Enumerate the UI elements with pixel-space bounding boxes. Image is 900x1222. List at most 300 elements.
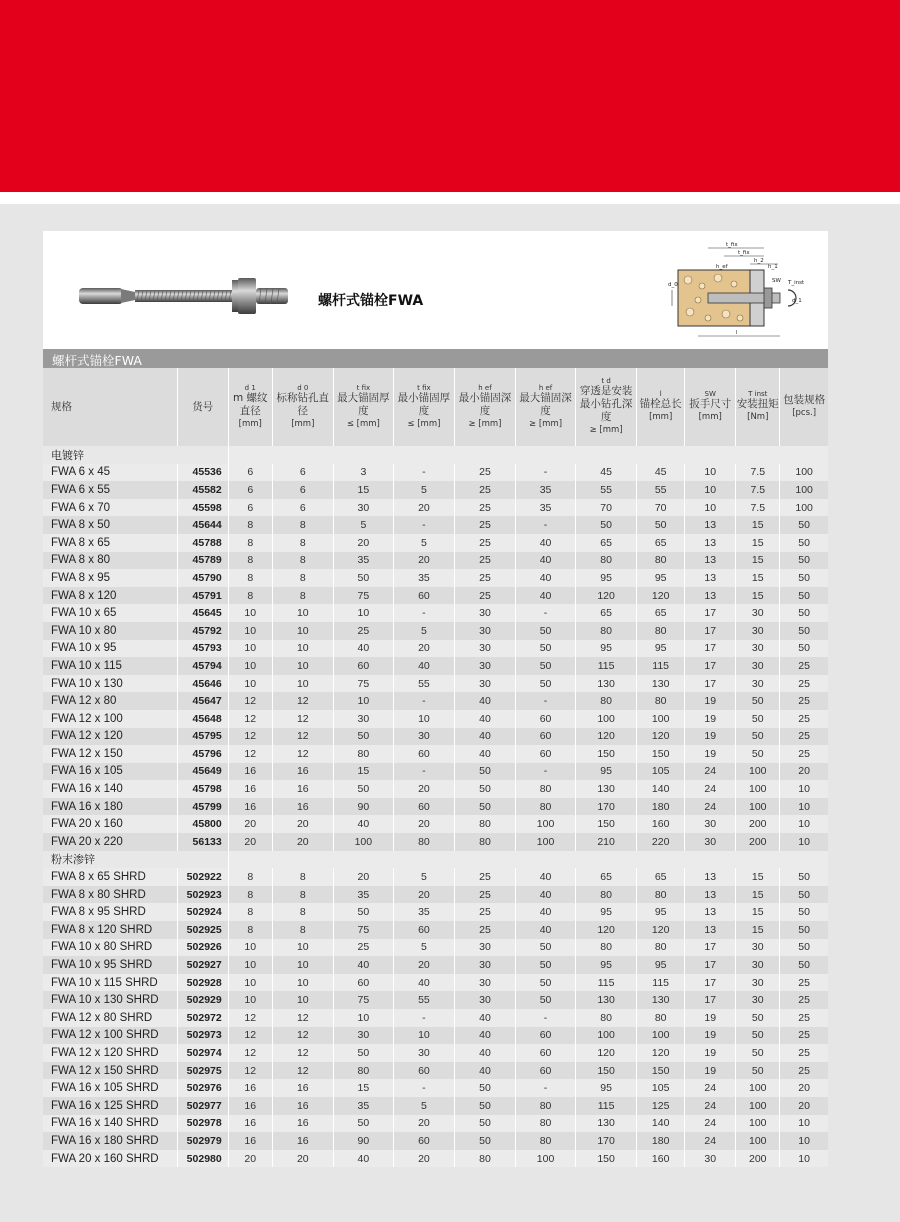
value-cell: 16 [272, 780, 333, 798]
value-cell: 19 [685, 1044, 736, 1062]
value-cell: 100 [780, 481, 828, 499]
value-cell: 20 [393, 499, 454, 517]
table-row [43, 604, 828, 622]
value-cell: 115 [637, 974, 685, 992]
value-cell: 40 [516, 868, 576, 886]
value-cell: 20 [272, 815, 333, 833]
value-cell: 25 [454, 516, 515, 534]
value-cell: 20 [780, 1097, 828, 1115]
value-cell: 40 [333, 1150, 393, 1168]
product-spec-cell: FWA 16 x 180 SHRD [43, 1132, 177, 1150]
value-cell: 105 [637, 1079, 685, 1097]
value-cell: 80 [516, 1132, 576, 1150]
value-cell: 5 [393, 868, 454, 886]
table-row [43, 763, 828, 781]
value-cell: 30 [454, 939, 515, 957]
product-spec-cell: FWA 20 x 160 [43, 815, 177, 833]
value-cell: 160 [637, 1150, 685, 1168]
value-cell: 60 [516, 710, 576, 728]
value-cell: 35 [333, 552, 393, 570]
table-row [43, 1150, 828, 1168]
value-cell: 80 [576, 552, 637, 570]
value-cell: 30 [454, 675, 515, 693]
header-divider [0, 192, 900, 204]
column-label: 最小锚固深度 [458, 391, 512, 417]
value-cell: - [393, 1009, 454, 1027]
value-cell: 20 [393, 956, 454, 974]
value-cell: 25 [333, 939, 393, 957]
value-cell: 50 [516, 939, 576, 957]
value-cell: 35 [516, 499, 576, 517]
table-row [43, 710, 828, 728]
article-number-cell: 45788 [177, 534, 228, 552]
article-number-cell: 502929 [177, 991, 228, 1009]
diagram-label-hef: h_ef [716, 264, 728, 270]
value-cell: 100 [736, 1079, 780, 1097]
product-spec-cell: FWA 8 x 95 SHRD [43, 903, 177, 921]
value-cell: 10 [272, 622, 333, 640]
value-cell: 30 [454, 956, 515, 974]
product-spec-cell: FWA 6 x 45 [43, 464, 177, 482]
column-symbol: SW [704, 390, 716, 398]
value-cell: 15 [333, 763, 393, 781]
value-cell: 24 [685, 1097, 736, 1115]
value-cell: 60 [516, 745, 576, 763]
value-cell: 100 [736, 780, 780, 798]
value-cell: 17 [685, 657, 736, 675]
value-cell: 25 [454, 481, 515, 499]
value-cell: - [393, 464, 454, 482]
article-number-cell: 502973 [177, 1027, 228, 1045]
value-cell: 150 [576, 745, 637, 763]
value-cell: 8 [228, 534, 272, 552]
value-cell: 25 [780, 675, 828, 693]
value-cell: 35 [516, 481, 576, 499]
value-cell: 10 [780, 815, 828, 833]
value-cell: 25 [454, 868, 515, 886]
value-cell: 60 [333, 657, 393, 675]
column-label: m 螺纹直径 [232, 391, 268, 417]
value-cell: 12 [228, 1009, 272, 1027]
value-cell: 8 [228, 868, 272, 886]
column-symbol: h ef [478, 383, 492, 392]
diagram-label-sw: SW [772, 278, 781, 284]
value-cell: 8 [228, 886, 272, 904]
product-spec-cell: FWA 12 x 80 SHRD [43, 1009, 177, 1027]
value-cell: 25 [454, 499, 515, 517]
value-cell: 140 [637, 780, 685, 798]
value-cell: 25 [454, 552, 515, 570]
value-cell: 80 [576, 1009, 637, 1027]
article-number-cell: 502979 [177, 1132, 228, 1150]
table-row [43, 1044, 828, 1062]
value-cell: 8 [228, 587, 272, 605]
product-spec-cell: FWA 16 x 140 [43, 780, 177, 798]
column-label: 最小锚固厚度 [397, 391, 451, 417]
value-cell: 130 [637, 675, 685, 693]
value-cell: 25 [780, 657, 828, 675]
value-cell: 150 [576, 815, 637, 833]
article-number-cell: 45792 [177, 622, 228, 640]
column-symbol: t d [601, 377, 611, 385]
value-cell: 12 [272, 1009, 333, 1027]
value-cell: 7.5 [736, 499, 780, 517]
value-cell: 180 [637, 1132, 685, 1150]
article-number-cell: 45791 [177, 587, 228, 605]
value-cell: 10 [272, 974, 333, 992]
value-cell: 60 [393, 587, 454, 605]
value-cell: 40 [454, 1009, 515, 1027]
value-cell: 30 [685, 815, 736, 833]
installation-diagram [668, 238, 808, 342]
value-cell: 35 [333, 886, 393, 904]
column-unit: ≥ [mm] [529, 418, 563, 429]
value-cell: 10 [272, 640, 333, 658]
value-cell: 30 [736, 991, 780, 1009]
value-cell: 40 [333, 640, 393, 658]
value-cell: 30 [454, 991, 515, 1009]
value-cell: 19 [685, 692, 736, 710]
value-cell: 10 [272, 939, 333, 957]
value-cell: 16 [272, 1132, 333, 1150]
value-cell: 15 [736, 921, 780, 939]
value-cell: 60 [393, 798, 454, 816]
value-cell: 100 [736, 1097, 780, 1115]
value-cell: 30 [736, 939, 780, 957]
value-cell: 24 [685, 1115, 736, 1133]
value-cell: 13 [685, 903, 736, 921]
product-spec-cell: FWA 16 x 125 SHRD [43, 1097, 177, 1115]
value-cell: 60 [393, 1132, 454, 1150]
value-cell: 50 [780, 569, 828, 587]
column-header-4 [333, 368, 393, 446]
value-cell: 30 [736, 640, 780, 658]
value-cell: 120 [637, 1044, 685, 1062]
value-cell: 65 [576, 604, 637, 622]
value-cell: 170 [576, 1132, 637, 1150]
value-cell: 13 [685, 552, 736, 570]
article-number-cell: 502922 [177, 868, 228, 886]
value-cell: 115 [576, 657, 637, 675]
value-cell: 19 [685, 1009, 736, 1027]
value-cell: 150 [637, 1062, 685, 1080]
value-cell: 25 [780, 1027, 828, 1045]
value-cell: 95 [637, 956, 685, 974]
value-cell: 25 [454, 886, 515, 904]
diagram-label-d0: d_0 [668, 282, 678, 288]
column-symbol: t fix [417, 383, 431, 392]
value-cell: 40 [454, 710, 515, 728]
value-cell: 25 [454, 569, 515, 587]
value-cell: 80 [333, 1062, 393, 1080]
value-cell: 100 [333, 833, 393, 851]
value-cell: 30 [736, 974, 780, 992]
table-row [43, 1062, 828, 1080]
column-header-12 [780, 368, 828, 446]
value-cell: 50 [333, 728, 393, 746]
table-row [43, 886, 828, 904]
value-cell: 20 [780, 1079, 828, 1097]
value-cell: 100 [637, 1027, 685, 1045]
value-cell: 7.5 [736, 481, 780, 499]
value-cell: 5 [393, 622, 454, 640]
value-cell: 100 [736, 1115, 780, 1133]
value-cell: 130 [637, 991, 685, 1009]
value-cell: 16 [228, 1097, 272, 1115]
table-row [43, 569, 828, 587]
value-cell: 10 [333, 692, 393, 710]
value-cell: 65 [637, 534, 685, 552]
value-cell: 5 [333, 516, 393, 534]
value-cell: 30 [736, 657, 780, 675]
value-cell: 24 [685, 1079, 736, 1097]
value-cell: 16 [272, 1115, 333, 1133]
value-cell: 100 [780, 499, 828, 517]
value-cell: 50 [736, 1044, 780, 1062]
value-cell: 17 [685, 640, 736, 658]
value-cell: 60 [393, 745, 454, 763]
value-cell: 95 [576, 1079, 637, 1097]
table-row [43, 692, 828, 710]
value-cell: 15 [736, 587, 780, 605]
value-cell: 95 [637, 903, 685, 921]
value-cell: - [393, 516, 454, 534]
value-cell: 80 [637, 692, 685, 710]
value-cell: 25 [333, 622, 393, 640]
value-cell: - [516, 763, 576, 781]
column-label: 标称钻孔直径 [276, 391, 330, 417]
value-cell: 8 [272, 921, 333, 939]
value-cell: 25 [780, 710, 828, 728]
value-cell: 100 [780, 464, 828, 482]
value-cell: 17 [685, 622, 736, 640]
value-cell: 75 [333, 991, 393, 1009]
article-number-cell: 45598 [177, 499, 228, 517]
value-cell: 25 [454, 464, 515, 482]
value-cell: 80 [393, 833, 454, 851]
diagram-label-h2: h_2 [754, 258, 764, 264]
value-cell: 15 [333, 1079, 393, 1097]
product-spec-cell: FWA 10 x 115 [43, 657, 177, 675]
diagram-label-d1: d_1 [792, 298, 802, 304]
article-number-cell: 502978 [177, 1115, 228, 1133]
value-cell: 75 [333, 921, 393, 939]
table-row [43, 481, 828, 499]
value-cell: 50 [780, 587, 828, 605]
value-cell: 40 [454, 692, 515, 710]
column-header-9 [637, 368, 685, 446]
table-row [43, 1115, 828, 1133]
value-cell: 115 [576, 974, 637, 992]
product-spec-cell: FWA 16 x 105 [43, 763, 177, 781]
value-cell: 120 [576, 1044, 637, 1062]
value-cell: 16 [228, 1132, 272, 1150]
value-cell: 40 [454, 745, 515, 763]
value-cell: 95 [637, 640, 685, 658]
value-cell: 6 [272, 481, 333, 499]
value-cell: 6 [228, 464, 272, 482]
value-cell: 80 [454, 1150, 515, 1168]
value-cell: 15 [736, 903, 780, 921]
value-cell: 100 [516, 1150, 576, 1168]
value-cell: 50 [736, 710, 780, 728]
column-symbol: d 1 [244, 383, 256, 392]
value-cell: 12 [228, 728, 272, 746]
value-cell: 10 [780, 1132, 828, 1150]
value-cell: 95 [576, 903, 637, 921]
value-cell: 10 [272, 675, 333, 693]
product-spec-cell: FWA 16 x 140 SHRD [43, 1115, 177, 1133]
table-row [43, 921, 828, 939]
product-spec-cell: FWA 12 x 120 [43, 728, 177, 746]
value-cell: 50 [780, 956, 828, 974]
value-cell: 20 [393, 552, 454, 570]
value-cell: 24 [685, 798, 736, 816]
value-cell: 12 [228, 1062, 272, 1080]
value-cell: 20 [272, 833, 333, 851]
column-unit: [mm] [291, 418, 315, 429]
value-cell: 40 [516, 921, 576, 939]
value-cell: 50 [780, 552, 828, 570]
article-number-cell: 502928 [177, 974, 228, 992]
value-cell: 8 [228, 921, 272, 939]
value-cell: 30 [393, 1044, 454, 1062]
value-cell: 10 [228, 640, 272, 658]
value-cell: 13 [685, 534, 736, 552]
value-cell: 25 [780, 728, 828, 746]
table-row [43, 640, 828, 658]
product-spec-cell: FWA 8 x 65 [43, 534, 177, 552]
product-spec-cell: FWA 20 x 220 [43, 833, 177, 851]
value-cell: 10 [393, 710, 454, 728]
article-number-cell: 45795 [177, 728, 228, 746]
value-cell: 8 [272, 587, 333, 605]
value-cell: 200 [736, 1150, 780, 1168]
group-title: 粉末渗锌 [43, 851, 228, 869]
value-cell: 90 [333, 1132, 393, 1150]
value-cell: 40 [333, 815, 393, 833]
value-cell: 150 [576, 1150, 637, 1168]
value-cell: 100 [736, 763, 780, 781]
value-cell: 40 [454, 1044, 515, 1062]
section-title: 螺杆式锚栓FWA [52, 353, 142, 368]
value-cell: 12 [272, 1062, 333, 1080]
value-cell: 10 [780, 833, 828, 851]
value-cell: 60 [516, 728, 576, 746]
article-number-cell: 502926 [177, 939, 228, 957]
value-cell: 15 [736, 868, 780, 886]
value-cell: 20 [228, 833, 272, 851]
value-cell: 20 [393, 1150, 454, 1168]
value-cell: 40 [516, 534, 576, 552]
value-cell: 105 [637, 763, 685, 781]
value-cell: 45 [576, 464, 637, 482]
value-cell: 20 [272, 1150, 333, 1168]
product-spec-cell: FWA 12 x 150 [43, 745, 177, 763]
value-cell: 30 [333, 499, 393, 517]
value-cell: 50 [454, 763, 515, 781]
table-row [43, 798, 828, 816]
value-cell: 65 [576, 534, 637, 552]
value-cell: 25 [780, 692, 828, 710]
value-cell: 40 [516, 587, 576, 605]
value-cell: 130 [576, 991, 637, 1009]
value-cell: 24 [685, 1132, 736, 1150]
table-row [43, 657, 828, 675]
value-cell: - [393, 604, 454, 622]
value-cell: 50 [637, 516, 685, 534]
value-cell: 24 [685, 763, 736, 781]
value-cell: 80 [576, 692, 637, 710]
value-cell: 35 [333, 1097, 393, 1115]
value-cell: 20 [393, 640, 454, 658]
value-cell: 80 [516, 1115, 576, 1133]
value-cell: 80 [516, 1097, 576, 1115]
column-label: 锚栓总长 [639, 398, 682, 410]
group-header-row [43, 446, 828, 464]
table-row [43, 939, 828, 957]
column-symbol: t fix [356, 383, 371, 392]
value-cell: 15 [736, 569, 780, 587]
value-cell: 50 [736, 728, 780, 746]
value-cell: 10 [228, 956, 272, 974]
value-cell: 120 [576, 587, 637, 605]
value-cell: 10 [780, 798, 828, 816]
product-spec-cell: FWA 8 x 50 [43, 516, 177, 534]
value-cell: 16 [272, 1097, 333, 1115]
value-cell: 50 [516, 657, 576, 675]
value-cell: - [393, 763, 454, 781]
diagram-label-h1: h_1 [768, 264, 778, 270]
value-cell: 10 [228, 974, 272, 992]
value-cell: 13 [685, 587, 736, 605]
value-cell: 50 [516, 622, 576, 640]
value-cell: 60 [333, 974, 393, 992]
value-cell: 50 [780, 868, 828, 886]
value-cell: 16 [228, 763, 272, 781]
value-cell: 16 [272, 1079, 333, 1097]
column-symbol: d 0 [297, 383, 309, 392]
group-filler [228, 851, 828, 869]
article-number-cell: 502927 [177, 956, 228, 974]
value-cell: 50 [576, 516, 637, 534]
column-header-6 [454, 368, 515, 446]
value-cell: 30 [685, 1150, 736, 1168]
value-cell: 100 [516, 833, 576, 851]
product-spec-cell: FWA 8 x 80 SHRD [43, 886, 177, 904]
value-cell: 50 [333, 569, 393, 587]
product-spec-cell: FWA 20 x 160 SHRD [43, 1150, 177, 1168]
value-cell: 65 [576, 868, 637, 886]
table-row [43, 1132, 828, 1150]
article-number-cell: 502924 [177, 903, 228, 921]
table-row [43, 728, 828, 746]
table-row [43, 956, 828, 974]
column-label: 安装扭矩 [736, 398, 779, 410]
value-cell: 6 [272, 464, 333, 482]
value-cell: 30 [685, 833, 736, 851]
value-cell: 60 [516, 1044, 576, 1062]
product-spec-cell: FWA 6 x 55 [43, 481, 177, 499]
value-cell: - [516, 692, 576, 710]
value-cell: 12 [228, 710, 272, 728]
value-cell: 25 [780, 1044, 828, 1062]
value-cell: 50 [333, 780, 393, 798]
article-number-cell: 45793 [177, 640, 228, 658]
value-cell: 95 [576, 763, 637, 781]
column-unit: [pcs.] [792, 408, 817, 418]
column-symbol: l [659, 390, 662, 398]
